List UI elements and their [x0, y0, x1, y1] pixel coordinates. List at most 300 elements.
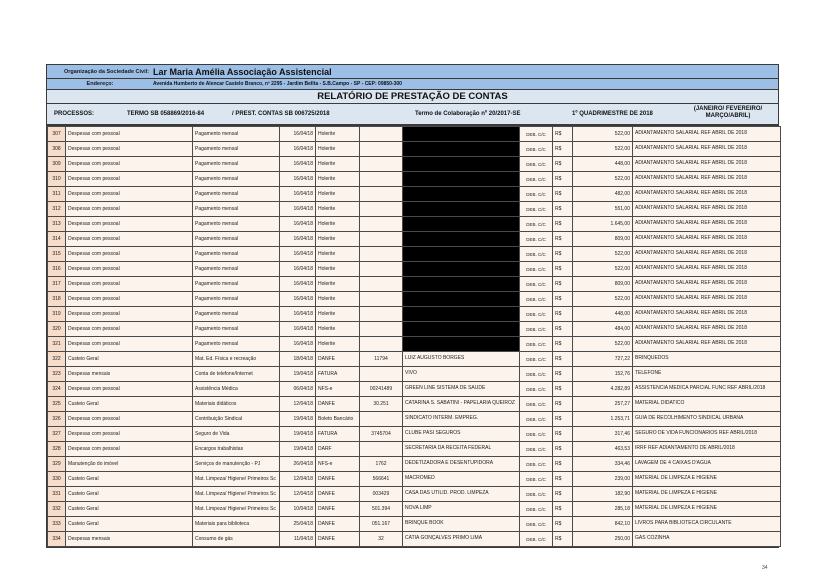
cell-date: 16/04/18	[280, 322, 316, 337]
cell-desc: Mat. Limpeza/ Higiene/ Primeiros Sc	[193, 487, 280, 502]
cell-n: 319	[48, 307, 66, 322]
cell-cur: R$	[553, 142, 573, 157]
cell-hist: BRINQUEDOS	[633, 352, 781, 367]
cell-cur: R$	[553, 457, 573, 472]
cell-date: 26/04/18	[280, 457, 316, 472]
cell-doc: DANFE	[316, 487, 360, 502]
cell-val: 317,46	[573, 427, 633, 442]
cell-date: 18/04/18	[280, 352, 316, 367]
cell-cat: Despesas com pessoal	[66, 307, 193, 322]
cell-nf	[360, 247, 403, 262]
cell-pay: DEB. C/C	[520, 322, 553, 337]
cell-desc: Pagamento mensal	[193, 232, 280, 247]
cell-nf	[360, 442, 403, 457]
cell-pay: DEB. C/C	[520, 232, 553, 247]
cell-date: 16/04/18	[280, 187, 316, 202]
cell-pay: DEB. C/C	[520, 337, 553, 352]
cell-fornecedor: NOVA LIMP	[403, 502, 520, 517]
table-row	[48, 532, 781, 547]
cell-doc: Holerite	[316, 172, 360, 187]
cell-doc: Holerite	[316, 307, 360, 322]
cell-cur: R$	[553, 517, 573, 532]
table-row	[48, 202, 781, 217]
cell-fornecedor: BRINQUE BOOK	[403, 517, 520, 532]
cell-pay: DEB. C/C	[520, 427, 553, 442]
cell-doc: NFS-e	[316, 457, 360, 472]
cell-val: 182,90	[573, 487, 633, 502]
cell-hist: LIVROS PARA BIBLIOTECA CIRCULANTE	[633, 517, 781, 532]
cell-date: 16/04/18	[280, 157, 316, 172]
cell-doc: Holerite	[316, 277, 360, 292]
cell-cur: R$	[553, 397, 573, 412]
cell-hist: ADIANTAMENTO SALARIAL REF ABRIL DE 2018	[633, 127, 781, 142]
cell-nf	[360, 262, 403, 277]
cell-date: 19/04/18	[280, 427, 316, 442]
cell-val: 250,00	[573, 532, 633, 547]
quadrimestre: 1º QUADRIMESTRE DE 2018	[572, 111, 653, 117]
cell-pay: DEB. C/C	[520, 292, 553, 307]
table-body	[48, 127, 781, 547]
report-title: RELATÓRIO DE PRESTAÇÃO DE CONTAS	[317, 91, 508, 102]
cell-n: 318	[48, 292, 66, 307]
termo-colaboracao: Termo de Colaboração nº 20/2017-SE	[415, 111, 521, 117]
cell-val: 257,27	[573, 397, 633, 412]
cell-nf: 11794	[360, 352, 403, 367]
cell-nf	[360, 187, 403, 202]
cell-n: 334	[48, 532, 66, 547]
cell-cat: Custeio Geral	[66, 352, 193, 367]
cell-cur: R$	[553, 157, 573, 172]
cell-nf	[360, 217, 403, 232]
cell-hist: LAVAGEM DE 4 CAIXAS D'AGUA	[633, 457, 781, 472]
table-row	[48, 307, 781, 322]
cell-val: 522,00	[573, 247, 633, 262]
cell-n: 309	[48, 157, 66, 172]
cell-cur: R$	[553, 472, 573, 487]
cell-desc: Assistência Médica	[193, 382, 280, 397]
redacted-cell	[403, 142, 520, 157]
expenses-table	[47, 126, 781, 547]
cell-doc: Holerite	[316, 322, 360, 337]
cell-cat: Despesas com pessoal	[66, 382, 193, 397]
cell-cur: R$	[553, 172, 573, 187]
cell-val: 522,00	[573, 142, 633, 157]
table-row	[48, 127, 781, 142]
cell-val: 1.645,00	[573, 217, 633, 232]
cell-pay: DEB. C/C	[520, 307, 553, 322]
cell-date: 06/04/18	[280, 382, 316, 397]
cell-cur: R$	[553, 367, 573, 382]
cell-cat: Despesas com pessoal	[66, 232, 193, 247]
cell-desc: Mat. Ed. Física e recreação	[193, 352, 280, 367]
cell-desc: Consumo de gás	[193, 532, 280, 547]
cell-date: 16/04/18	[280, 307, 316, 322]
cell-nf	[360, 322, 403, 337]
table-row	[48, 337, 781, 352]
cell-cat: Custeio Geral	[66, 517, 193, 532]
cell-hist: ADIANTAMENTO SALARIAL REF ABRIL DE 2018	[633, 172, 781, 187]
cell-hist: ADIANTAMENTO SALARIAL REF ABRIL DE 2018	[633, 292, 781, 307]
cell-cur: R$	[553, 352, 573, 367]
table-row	[48, 427, 781, 442]
cell-pay: DEB. C/C	[520, 202, 553, 217]
cell-cat: Custeio Geral	[66, 502, 193, 517]
cell-desc: Pagamento mensal	[193, 277, 280, 292]
redacted-cell	[403, 202, 520, 217]
table-row	[48, 232, 781, 247]
cell-val: 239,00	[573, 472, 633, 487]
cell-doc: DANFE	[316, 397, 360, 412]
cell-hist: ADIANTAMENTO SALARIAL REF ABRIL DE 2018	[633, 337, 781, 352]
cell-cur: R$	[553, 307, 573, 322]
table-row	[48, 172, 781, 187]
cell-n: 329	[48, 457, 66, 472]
cell-hist: ADIANTAMENTO SALARIAL REF ABRIL DE 2018	[633, 277, 781, 292]
cell-nf: 30.251	[360, 397, 403, 412]
cell-date: 16/04/18	[280, 247, 316, 262]
cell-n: 307	[48, 127, 66, 142]
cell-doc: FATURA	[316, 427, 360, 442]
table-row	[48, 187, 781, 202]
cell-cat: Despesas com pessoal	[66, 202, 193, 217]
cell-nf: 501.394	[360, 502, 403, 517]
cell-date: 19/04/18	[280, 367, 316, 382]
cell-cur: R$	[553, 127, 573, 142]
cell-nf	[360, 202, 403, 217]
cell-cur: R$	[553, 502, 573, 517]
cell-hist: ADIANTAMENTO SALARIAL REF ABRIL DE 2018	[633, 157, 781, 172]
cell-date: 16/04/18	[280, 217, 316, 232]
cell-desc: Seguro de Vida	[193, 427, 280, 442]
cell-date: 12/04/18	[280, 487, 316, 502]
cell-pay: DEB. C/C	[520, 412, 553, 427]
redacted-cell	[403, 307, 520, 322]
cell-val: 809,00	[573, 232, 633, 247]
cell-cur: R$	[553, 412, 573, 427]
cell-cur: R$	[553, 322, 573, 337]
cell-val: 522,00	[573, 292, 633, 307]
cell-cat: Despesas com pessoal	[66, 442, 193, 457]
cell-pay: DEB. C/C	[520, 367, 553, 382]
cell-doc: Holerite	[316, 262, 360, 277]
redacted-cell	[403, 187, 520, 202]
cell-desc: Pagamento mensal	[193, 322, 280, 337]
cell-desc: Serviços de manutenção - PJ	[193, 457, 280, 472]
table-row	[48, 367, 781, 382]
cell-hist: ADIANTAMENTO SALARIAL REF ABRIL DE 2018	[633, 142, 781, 157]
cell-hist: ASSISTENCIA MEDICA PARCIAL FUNC REF ABRIL/2018	[633, 382, 781, 397]
cell-n: 332	[48, 502, 66, 517]
table-row	[48, 217, 781, 232]
cell-cat: Custeio Geral	[66, 472, 193, 487]
cell-doc: Holerite	[316, 337, 360, 352]
cell-pay: DEB. C/C	[520, 487, 553, 502]
title-row	[47, 90, 778, 104]
cell-val: 285,18	[573, 502, 633, 517]
cell-cat: Custeio Geral	[66, 487, 193, 502]
cell-pay: DEB. C/C	[520, 532, 553, 547]
processes-label: PROCESSOS:	[54, 111, 95, 117]
org-row	[47, 65, 778, 79]
cell-n: 327	[48, 427, 66, 442]
cell-doc: Boleto Bancário	[316, 412, 360, 427]
cell-fornecedor: VIVO	[403, 367, 520, 382]
cell-doc: NFS-e	[316, 382, 360, 397]
cell-val: 4.282,89	[573, 382, 633, 397]
cell-desc: Pagamento mensal	[193, 217, 280, 232]
redacted-cell	[403, 322, 520, 337]
cell-date: 19/04/18	[280, 412, 316, 427]
redacted-cell	[403, 157, 520, 172]
cell-n: 310	[48, 172, 66, 187]
cell-doc: DANFE	[316, 352, 360, 367]
cell-hist: ADIANTAMENTO SALARIAL REF ABRIL DE 2018	[633, 232, 781, 247]
cell-nf: 003429	[360, 487, 403, 502]
cell-fornecedor: SECRETARIA DA RECEITA FEDERAL	[403, 442, 520, 457]
cell-val: 522,00	[573, 172, 633, 187]
cell-doc: DARF	[316, 442, 360, 457]
cell-n: 330	[48, 472, 66, 487]
cell-cur: R$	[553, 202, 573, 217]
cell-date: 16/04/18	[280, 232, 316, 247]
address-value: Avenida Humberto de Alencar Castelo Branco, nº 2295 - Jardim Bellta - S.B.Campo - SP - CEP: 09850-300	[153, 81, 402, 87]
cell-nf	[360, 232, 403, 247]
page-number: 34	[762, 565, 768, 571]
cell-desc: Pagamento mensal	[193, 202, 280, 217]
table-row	[48, 277, 781, 292]
cell-nf	[360, 157, 403, 172]
cell-hist: ADIANTAMENTO SALARIAL REF ABRIL DE 2018	[633, 247, 781, 262]
processes-row	[47, 104, 778, 126]
cell-val: 484,00	[573, 322, 633, 337]
table-row	[48, 442, 781, 457]
cell-nf: 00241489	[360, 382, 403, 397]
cell-val: 522,00	[573, 127, 633, 142]
cell-cat: Despesas com pessoal	[66, 217, 193, 232]
cell-desc: Contribuição Sindical	[193, 412, 280, 427]
cell-cur: R$	[553, 442, 573, 457]
cell-val: 522,00	[573, 337, 633, 352]
cell-doc: Holerite	[316, 127, 360, 142]
cell-doc: DANFE	[316, 532, 360, 547]
cell-pay: DEB. C/C	[520, 172, 553, 187]
cell-cat: Despesas com pessoal	[66, 172, 193, 187]
cell-pay: DEB. C/C	[520, 352, 553, 367]
cell-val: 482,00	[573, 187, 633, 202]
cell-val: 809,00	[573, 277, 633, 292]
prest-contas-number: / PREST. CONTAS SB 006725/2018	[232, 111, 330, 117]
cell-cur: R$	[553, 487, 573, 502]
address-label: Endereço:	[86, 81, 114, 87]
cell-nf	[360, 292, 403, 307]
cell-n: 312	[48, 202, 66, 217]
cell-cat: Despesas com pessoal	[66, 292, 193, 307]
cell-nf	[360, 367, 403, 382]
table-row	[48, 472, 781, 487]
cell-desc: Materiais para biblioteca	[193, 517, 280, 532]
cell-hist: TELEFONE	[633, 367, 781, 382]
cell-val: 1.253,71	[573, 412, 633, 427]
cell-desc: Pagamento mensal	[193, 307, 280, 322]
cell-pay: DEB. C/C	[520, 187, 553, 202]
cell-nf: 1762	[360, 457, 403, 472]
cell-hist: MATERIAL DE LIMPEZA E HIGIENE	[633, 502, 781, 517]
cell-n: 313	[48, 217, 66, 232]
cell-cat: Despesas com pessoal	[66, 262, 193, 277]
cell-date: 25/04/18	[280, 517, 316, 532]
cell-nf: 566641	[360, 472, 403, 487]
cell-cur: R$	[553, 277, 573, 292]
cell-n: 320	[48, 322, 66, 337]
cell-desc: Mat. Limpeza/ Higiene/ Primeiros Sc	[193, 472, 280, 487]
redacted-cell	[403, 292, 520, 307]
cell-pay: DEB. C/C	[520, 277, 553, 292]
cell-pay: DEB. C/C	[520, 397, 553, 412]
table-row	[48, 502, 781, 517]
cell-cat: Despesas com pessoal	[66, 247, 193, 262]
cell-nf	[360, 307, 403, 322]
cell-desc: Pagamento mensal	[193, 127, 280, 142]
cell-pay: DEB. C/C	[520, 517, 553, 532]
cell-n: 323	[48, 367, 66, 382]
cell-n: 331	[48, 487, 66, 502]
cell-fornecedor: DEDETIZADORA E DESENTUPIDORA	[403, 457, 520, 472]
cell-cat: Despesas com pessoal	[66, 157, 193, 172]
cell-date: 10/04/18	[280, 502, 316, 517]
cell-fornecedor: MACROMED	[403, 472, 520, 487]
termo-number: TERMO SB 058869/2016-84	[127, 111, 205, 117]
cell-date: 12/04/18	[280, 472, 316, 487]
cell-n: 322	[48, 352, 66, 367]
cell-val: 448,00	[573, 307, 633, 322]
cell-pay: DEB. C/C	[520, 457, 553, 472]
cell-pay: DEB. C/C	[520, 262, 553, 277]
cell-nf	[360, 337, 403, 352]
cell-doc: Holerite	[316, 217, 360, 232]
cell-nf: 3745704	[360, 427, 403, 442]
cell-nf	[360, 412, 403, 427]
cell-desc: Pagamento mensal	[193, 292, 280, 307]
cell-cat: Despesas com pessoal	[66, 142, 193, 157]
cell-date: 16/04/18	[280, 127, 316, 142]
cell-date: 11/04/18	[280, 532, 316, 547]
cell-n: 333	[48, 517, 66, 532]
cell-desc: Pagamento mensal	[193, 337, 280, 352]
cell-cat: Despesas com pessoal	[66, 127, 193, 142]
cell-val: 842,10	[573, 517, 633, 532]
cell-cat: Despesas com pessoal	[66, 322, 193, 337]
cell-desc: Pagamento mensal	[193, 157, 280, 172]
cell-desc: Encargos trabalhistas	[193, 442, 280, 457]
table-row	[48, 412, 781, 427]
redacted-cell	[403, 337, 520, 352]
cell-cur: R$	[553, 232, 573, 247]
cell-cat: Despesas com pessoal	[66, 337, 193, 352]
table-row	[48, 157, 781, 172]
cell-hist: ADIANTAMENTO SALARIAL REF ABRIL DE 2018	[633, 307, 781, 322]
cell-doc: Holerite	[316, 142, 360, 157]
cell-date: 19/04/18	[280, 442, 316, 457]
cell-val: 551,00	[573, 202, 633, 217]
cell-cat: Manutenção do imóvel	[66, 457, 193, 472]
cell-nf: 32	[360, 532, 403, 547]
table-row	[48, 487, 781, 502]
cell-doc: Holerite	[316, 187, 360, 202]
cell-n: 315	[48, 247, 66, 262]
cell-doc: Holerite	[316, 292, 360, 307]
cell-desc: Materiais didáticos	[193, 397, 280, 412]
table-row	[48, 352, 781, 367]
cell-n: 316	[48, 262, 66, 277]
cell-cat: Despesas com pessoal	[66, 277, 193, 292]
cell-cat: Despesas com pessoal	[66, 412, 193, 427]
cell-hist: MATERIAL DIDATICO	[633, 397, 781, 412]
table-row	[48, 292, 781, 307]
cell-pay: DEB. C/C	[520, 247, 553, 262]
cell-hist: GUIA DE RECOLHIMENTO SINDICAL URBANA	[633, 412, 781, 427]
redacted-cell	[403, 277, 520, 292]
cell-pay: DEB. C/C	[520, 472, 553, 487]
cell-fornecedor: CATIA GONÇALVES PRIMO LIMA	[403, 532, 520, 547]
cell-val: 727,22	[573, 352, 633, 367]
cell-fornecedor: GREEN LINE SISTEMA DE SAUDE	[403, 382, 520, 397]
cell-n: 314	[48, 232, 66, 247]
cell-fornecedor: SINDICATO INTERM. EMPREG.	[403, 412, 520, 427]
cell-fornecedor: CLUBE PASI SEGUROS	[403, 427, 520, 442]
cell-hist: MATERIAL DE LIMPEZA E HIGIENE	[633, 472, 781, 487]
org-label: Organização da Sociedade Civil:	[64, 68, 149, 75]
cell-cur: R$	[553, 262, 573, 277]
cell-cur: R$	[553, 427, 573, 442]
cell-cat: Despesas mensais	[66, 532, 193, 547]
table-row	[48, 322, 781, 337]
cell-doc: DANFE	[316, 472, 360, 487]
table-row	[48, 262, 781, 277]
cell-hist: ADIANTAMENTO SALARIAL REF ABRIL DE 2018	[633, 187, 781, 202]
cell-cur: R$	[553, 382, 573, 397]
org-name: Lar Maria Amélia Associação Assistencial	[153, 66, 332, 77]
cell-n: 326	[48, 412, 66, 427]
cell-pay: DEB. C/C	[520, 502, 553, 517]
cell-nf	[360, 172, 403, 187]
cell-cur: R$	[553, 532, 573, 547]
cell-doc: Holerite	[316, 247, 360, 262]
cell-date: 16/04/18	[280, 292, 316, 307]
cell-pay: DEB. C/C	[520, 442, 553, 457]
table-row	[48, 382, 781, 397]
cell-n: 324	[48, 382, 66, 397]
cell-date: 12/04/18	[280, 397, 316, 412]
cell-fornecedor: CATARINA S. SABATINI - PAPELARIA QUEIROZ	[403, 397, 520, 412]
report-sheet	[46, 64, 779, 548]
cell-n: 311	[48, 187, 66, 202]
redacted-cell	[403, 172, 520, 187]
cell-date: 16/04/18	[280, 142, 316, 157]
cell-nf	[360, 277, 403, 292]
cell-date: 16/04/18	[280, 277, 316, 292]
address-row	[47, 79, 778, 90]
cell-val: 448,00	[573, 157, 633, 172]
cell-cur: R$	[553, 247, 573, 262]
cell-n: 321	[48, 337, 66, 352]
cell-date: 16/04/18	[280, 337, 316, 352]
period: (JANEIRO/ FEVEREIRO/ MARÇO/ABRIL)	[693, 106, 763, 119]
cell-pay: DEB. C/C	[520, 157, 553, 172]
cell-val: 334,46	[573, 457, 633, 472]
redacted-cell	[403, 217, 520, 232]
cell-nf	[360, 127, 403, 142]
table-row	[48, 397, 781, 412]
